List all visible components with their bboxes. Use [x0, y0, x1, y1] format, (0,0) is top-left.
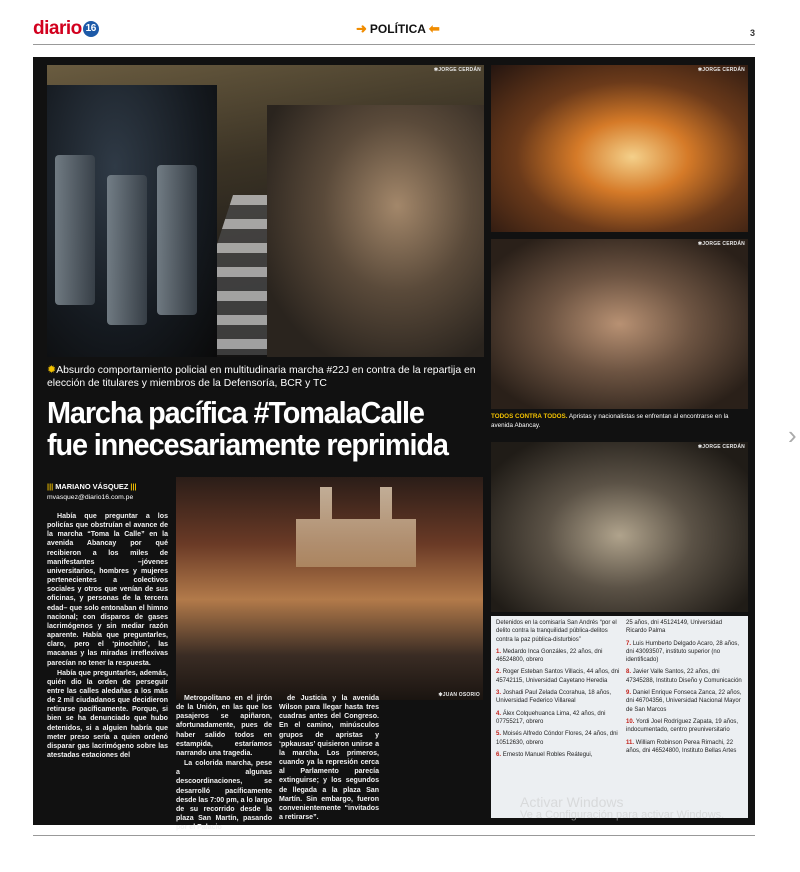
night-march-photo [176, 477, 483, 700]
detained-item: 6. Ernesto Manuel Robles Reátegui, [496, 751, 593, 758]
headline-line-2: fue innecesariamente reprimida [47, 427, 448, 462]
detained-item: 11. William Robinson Perea Rimachi, 22 años, dni 46524800, Instituto Bellas Artes [626, 739, 737, 754]
bottom-divider [33, 835, 755, 836]
logo [33, 18, 99, 40]
detained-item: 9. Daniel Enrique Fonseca Zanca, 22 años, dni 46704356, Universidad Nacional Mayor de San Marcos [626, 690, 742, 713]
caption-text: Apristas y nacionalistas se enfrentan al encontrarse en la avenida Abancay. [491, 413, 729, 429]
byline-email[interactable]: mvasquez@diario16.com.pe [47, 494, 134, 501]
top-divider [33, 44, 755, 45]
article-panel [33, 57, 755, 832]
byline [47, 482, 172, 503]
riot-shield-graphic [55, 155, 95, 305]
tear-gas-photo [491, 65, 748, 232]
body-column-2 [176, 694, 272, 833]
detained-item: 5. Moisés Alfredo Cóndor Flores, 24 años, dni 10512630, obrero [496, 731, 618, 746]
byline-author: MARIANO VÁSQUEZ [55, 482, 129, 491]
detained-item: 10. Yordi Joel Rodríguez Zapata, 19 años, indocumentado, centro preuniversitario [626, 718, 739, 734]
arrow-left-icon: ⬅ [428, 21, 440, 36]
arrow-right-icon: ➜ [356, 21, 367, 36]
next-page-chevron-icon[interactable]: › [788, 420, 797, 450]
detained-intro: Detenidos en la comisaría San Andrés “por el delito contra la tranquilidad pública-delitos contra la paz pública-disturbios” [496, 620, 617, 643]
detained-item: 8. Javier Valle Santos, 22 años, dni 47345288, Instituto Diseño y Comunicación [626, 669, 742, 684]
clash-photo [491, 239, 748, 409]
detained-list-box [491, 616, 748, 818]
section-name: POLÍTICA [369, 22, 426, 36]
masthead [33, 18, 763, 46]
photo-credit: ✱JORGE CERDÁN [433, 67, 481, 73]
deck-text: Absurdo comportamiento policial en multitudinaria marcha #22J en contra de la repartija en elección de titulares y miembros de la Defensoría, BCR y TC [47, 365, 476, 389]
photo-credit: ✱JORGE CERDÁN [697, 444, 745, 450]
watermark-title: Activar Windows [520, 794, 624, 810]
detained-column-right [626, 619, 744, 759]
detained-item: 3. Joshadi Paul Zelada Ccorahua, 18 años, Universidad Federico Villareal [496, 690, 612, 705]
page-number: 3 [749, 28, 755, 38]
riot-shield-graphic [107, 175, 147, 325]
protesters-graphic [267, 105, 484, 357]
detained-item: 1. Medardo Inca Gonzáles, 22 años, dni 46524800, obrero [496, 648, 603, 664]
deck-subheadline [47, 364, 487, 390]
photo-credit: ✱JUAN OSORIO [438, 692, 480, 698]
byline-bars-icon: ||| [47, 482, 56, 491]
riot-shield-graphic [157, 165, 197, 315]
photo-caption [491, 413, 748, 430]
body-column-1 [47, 512, 168, 761]
watermark-subtitle: Ve a Configuración para activar Windows. [520, 809, 725, 821]
windows-activation-watermark [520, 796, 724, 822]
body-paragraph: Metropolitano en el jirón de la Unión, en las que los pasajeros se apiñaron, afortunadamente, pues de haber salido todos en estampida, estaríamos narrando una tragedia. [176, 695, 272, 757]
detained-item: 2. Roger Esteban Santos Villacis, 44 años, dni 45742115, Universidad Cayetano Heredia [496, 669, 620, 684]
detained-item: 7. Luis Humberto Delgado Acaro, 28 años, dni 43093507, instituto superior (no identificado) [626, 640, 740, 664]
body-paragraph: Había que preguntar a los policías que obstruían el avance de la marcha “Toma la Calle” en la avenida Abancay por qué recibieron a los miles de manifestantes –jóvenes universitarios, hombres y mujeres pertenecientes a colectivos sociales y otros que venían de sus oficinas, y personas de la tercera edad– que solo entonaban el himno nacional; con disparos de gases lacrimógenos y sin mediar razón aparente. Había que preguntarles, claro, pero el ‘pinochito’, las macanas y las miradas irreflexivas parecían no tener la respuesta. [47, 513, 168, 667]
body-column-3 [279, 694, 379, 823]
byline-bars-icon: ||| [128, 482, 137, 491]
section-label [353, 21, 443, 37]
logo-badge: 16 [83, 21, 99, 37]
photo-credit: ✱JORGE CERDÁN [697, 241, 745, 247]
body-paragraph: de Justicia y la avenida Wilson para llegar hasta tres cuadras antes del Congreso. En el camino, minúsculos grupos de apristas y ‘ppkausas’ quisieron unirse a la marcha. Los primeros, cuando ya la represión cerca al Parlamento parecía extinguirse; y los segundos de llegada a la plaza San Martín. Sin embargo, fueron convenientemente “invitados a retirarse”. [279, 695, 379, 822]
detained-item-continued: 25 años, dni 45124149, Universidad Ricardo Palma [626, 620, 723, 635]
detention-photo [491, 442, 748, 612]
body-paragraph: Había que preguntarles, además, quién dio la orden de perseguir entre las calles aledañas a los más de 2 mil ciudadanos que decidieron retirarse pacíficamente. Porque, si bien se ha denunciado que hubo detenidos, si a alguien habría que meter preso sería a quien ordenó disparar gas lacrimógeno sobre las atestadas estaciones del [47, 669, 168, 760]
caption-lead: TODOS CONTRA TODOS. [491, 413, 568, 420]
headline [47, 397, 461, 461]
photo-credit: ✱JORGE CERDÁN [697, 67, 745, 73]
cathedral-graphic [296, 487, 416, 567]
logo-text: diario [33, 18, 82, 39]
main-protest-photo [47, 65, 484, 357]
police-line-graphic [47, 85, 217, 357]
detained-item: 4. Álex Colquehuanca Lima, 42 años, dni 07755217, obrero [496, 710, 606, 725]
body-paragraph: La colorida marcha, pese a algunas descoordinaciones, se desarrolló pacíficamente desde las 7:00 pm, a lo largo de su recorrido desde la plaza San Martín, pasando por el Palacio [176, 760, 272, 832]
detained-column-left [496, 619, 621, 763]
headline-line-1: Marcha pacífica #TomalaCalle [47, 395, 424, 430]
star-icon: ✹ [47, 364, 57, 376]
